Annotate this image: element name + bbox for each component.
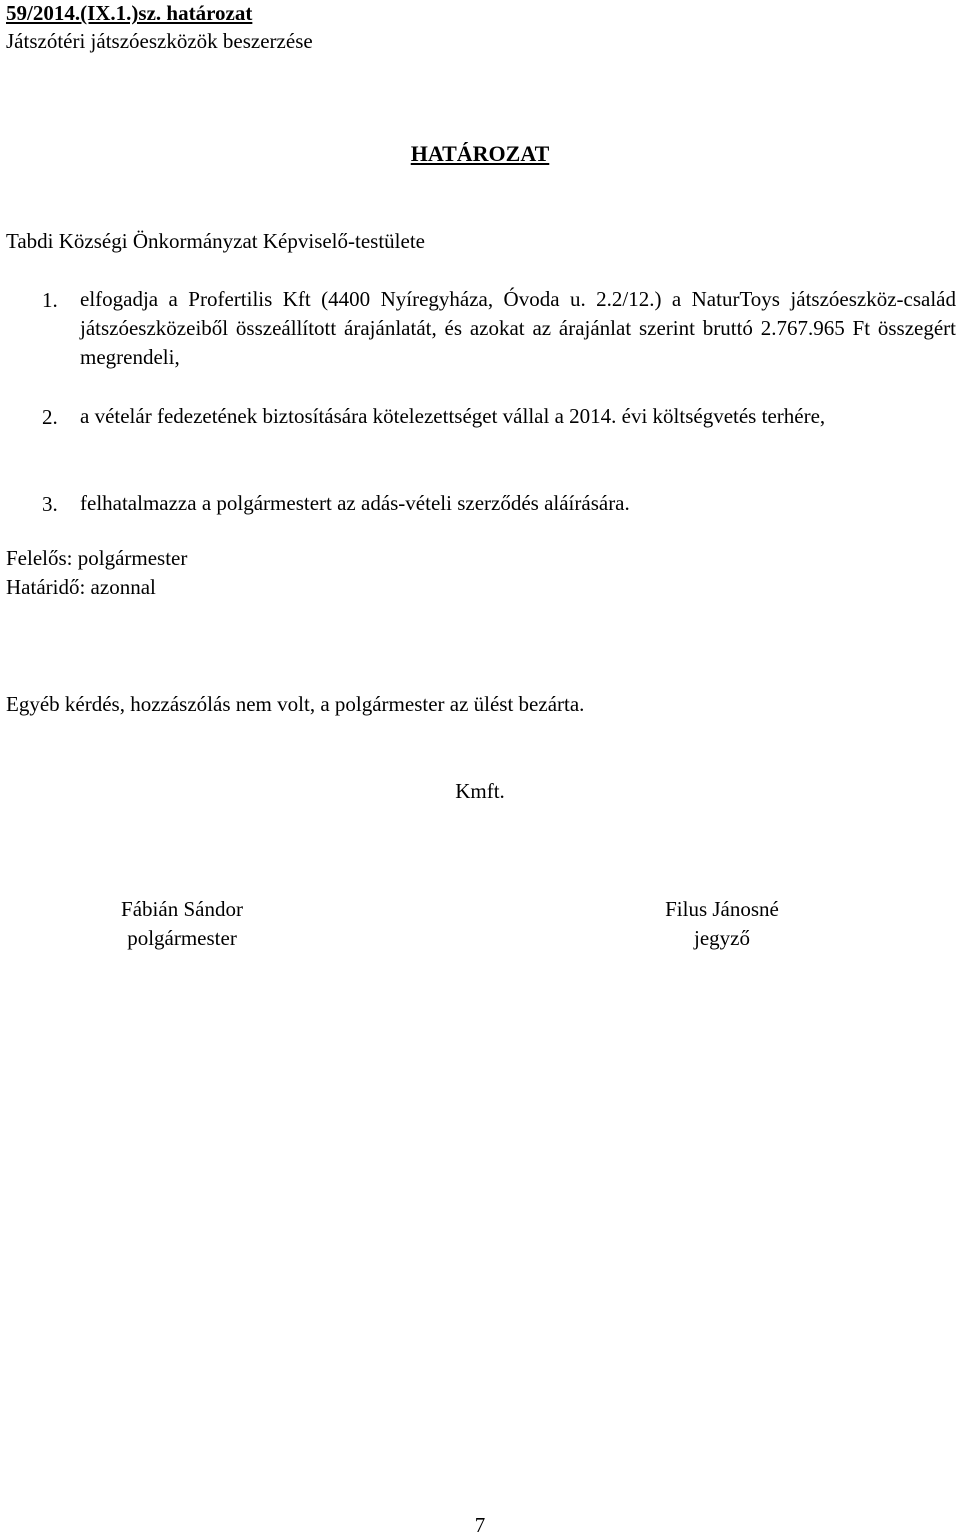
- resolution-item: [42, 285, 956, 375]
- resolution-item: [42, 402, 956, 462]
- kmft-mark: Kmft.: [455, 779, 505, 803]
- responsible-person: Felelős: polgármester: [6, 546, 188, 570]
- deadline: Határidő: azonnal: [6, 575, 156, 599]
- item-number: 3.: [42, 492, 58, 516]
- closing-statement: Egyéb kérdés, hozzászólás nem volt, a polgármester az ülést bezárta.: [6, 692, 585, 716]
- item-text: elfogadja a Profertilis Kft (4400 Nyíregyháza, Óvoda u. 2.2/12.) a NaturToys játszóeszköz-család játszóeszközeiből összeállított árajánlatát, és azokat az árajánlat szerint bruttó 2.767.965 Ft összegért megrendeli,: [80, 287, 956, 369]
- document-title: HATÁROZAT: [410, 141, 550, 166]
- signatory-name: Filus Jánosné: [665, 897, 779, 921]
- item-number: 2.: [42, 405, 58, 429]
- signature-block-mayor: [52, 895, 312, 953]
- page-number: 7: [474, 1513, 486, 1537]
- resolution-subject: Játszótéri játszóeszközök beszerzése: [6, 29, 313, 53]
- signatory-role: polgármester: [127, 926, 237, 950]
- resolution-item: [42, 489, 956, 519]
- signatory-name: Fábián Sándor: [121, 897, 243, 921]
- item-text: felhatalmazza a polgármestert az adás-vételi szerződés aláírására.: [80, 491, 630, 515]
- signature-block-notary: [592, 895, 852, 953]
- item-number: 1.: [42, 288, 58, 312]
- signatory-role: jegyző: [694, 926, 750, 950]
- issuing-body: Tabdi Községi Önkormányzat Képviselő-testülete: [6, 229, 425, 253]
- resolution-number: 59/2014.(IX.1.)sz. határozat: [6, 1, 253, 25]
- item-text: a vételár fedezetének biztosítására kötelezettséget vállal a 2014. évi költségvetés terhére,: [80, 404, 826, 428]
